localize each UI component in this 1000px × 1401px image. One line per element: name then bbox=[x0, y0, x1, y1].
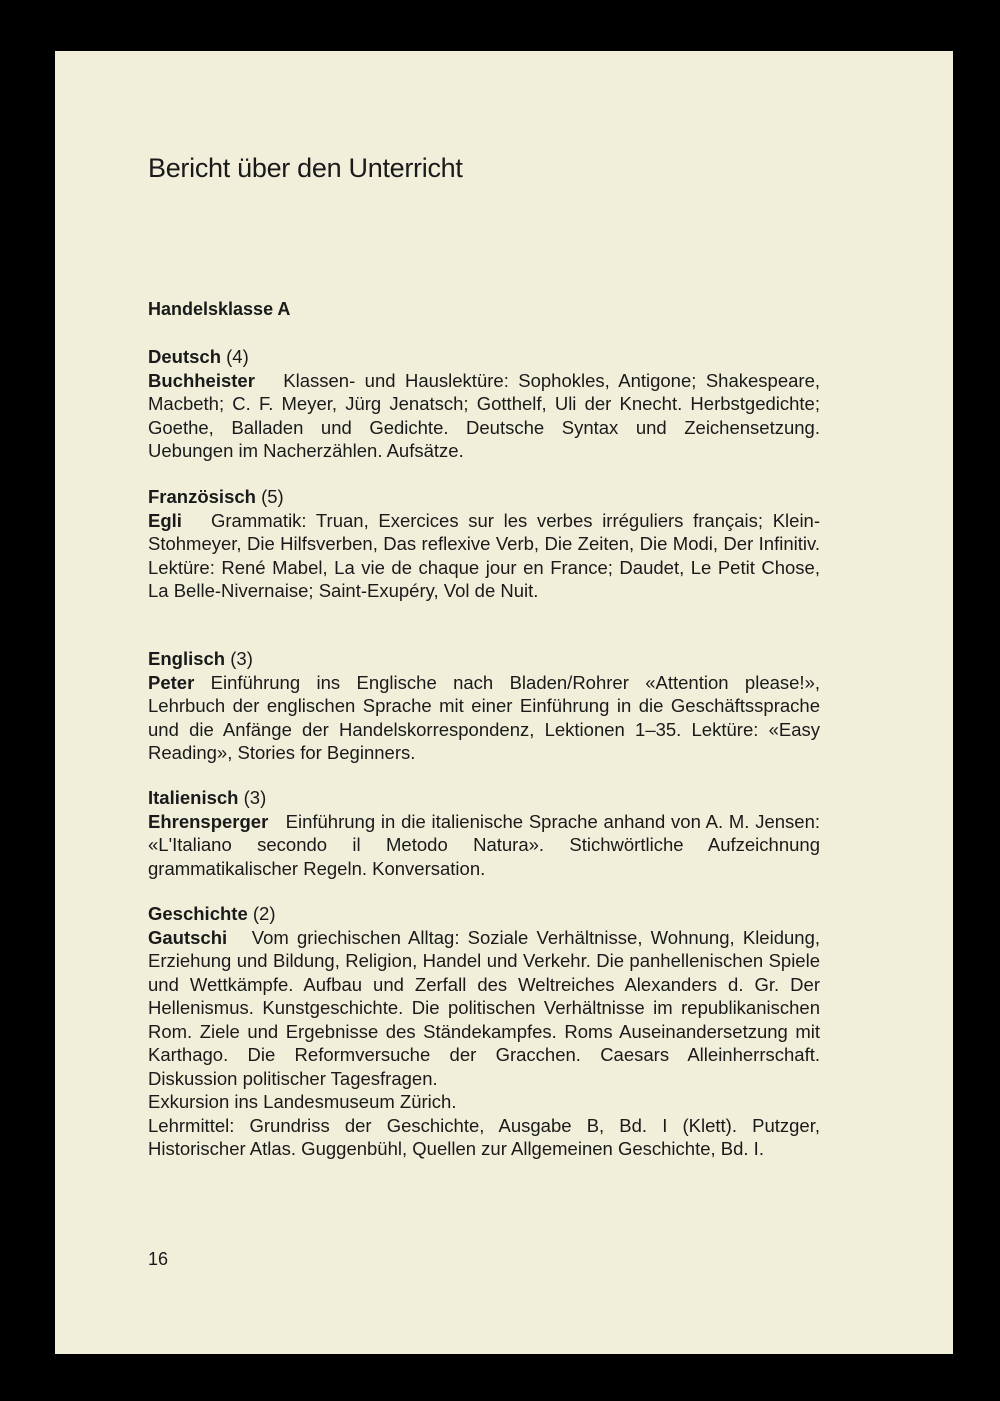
teacher-name: Gautschi bbox=[148, 926, 228, 948]
course-description: Einführung ins Englische nach Bladen/Rohrer «Attention please!», Lehrbuch der englischen Sprache mit einer Einführung in die Geschäftssprache und die Anfänge der Handelskorrespondenz, Lektionen 1–35. Lektüre: «Easy Reading», Stories for Beginners. bbox=[148, 671, 821, 763]
subject-name: Italienisch bbox=[148, 787, 239, 808]
subject-line bbox=[148, 345, 820, 369]
section-italienisch bbox=[148, 786, 820, 880]
teaching-materials: Lehrmittel: Grundriss der Geschichte, Ausgabe B, Bd. I (Klett). Putzger, Historischer Atlas. Guggenbühl, Quellen zur Allgemeinen Geschichte, Bd. I. bbox=[148, 1114, 820, 1159]
teacher-name: Peter bbox=[148, 671, 195, 693]
teacher-name: Egli bbox=[148, 509, 182, 531]
subject-line bbox=[148, 786, 820, 810]
course-description: Vom griechischen Alltag: Soziale Verhältnisse, Wohnung, Kleidung, Erziehung und Bildung, Religion, Handel und Verkehr. Die panhellenischen Spiele und Wettkämpfe. Aufbau und Zerfall des Weltreiches Alexanders d. Gr. Der Hellenismus. Kunstgeschichte. Die politischen Verhältnisse im republikanischen Rom. Ziele und Ergebnisse des Ständekampfes. Roms Auseinandersetzung mit Karthago. Die Reformversuche der Gracchen. Caesars Alleinherrschaft. Diskussion politischer Tagesfragen. bbox=[148, 926, 820, 1089]
section-body bbox=[148, 671, 820, 765]
course-description: Grammatik: Truan, Exercices sur les verbes irréguliers français; Klein-Stohmeyer, Die Hilfsverben, Das reflexive Verb, Die Zeiten, Die Modi, Der Infinitiv. Lektüre: René Mabel, La vie de chaque jour en France; Daudet, Le Petit Chose, La Belle-Nivernaise; Saint-Exupéry, Vol de Nuit. bbox=[148, 509, 820, 601]
section-body bbox=[148, 926, 820, 1091]
subject-name: Deutsch bbox=[148, 346, 221, 367]
subject-name: Englisch bbox=[148, 648, 226, 669]
subject-hours: (4) bbox=[226, 346, 249, 367]
course-description: Einführung in die italienische Sprache anhand von A. M. Jensen: «L'Italiano secondo il Metodo Natura». Stichwörtliche Aufzeichnung grammatikalischer Regeln. Konversation. bbox=[148, 810, 821, 879]
subject-hours: (3) bbox=[230, 648, 253, 669]
teacher-name: Ehrensperger bbox=[148, 810, 269, 832]
course-description: Klassen- und Hauslektüre: Sophokles, Antigone; Shakespeare, Macbeth; C. F. Meyer, Jürg Jenatsch; Gotthelf, Uli der Knecht. Herbstgedichte; Goethe, Balladen und Gedichte. Deutsche Syntax und Zeichensetzung. Uebungen im Nacherzählen. Aufsätze. bbox=[148, 369, 820, 461]
section-body bbox=[148, 369, 820, 463]
page-number: 16 bbox=[148, 1249, 169, 1269]
subject-name: Französisch bbox=[148, 486, 256, 507]
excursion-note: Exkursion ins Landesmuseum Zürich. bbox=[148, 1091, 457, 1112]
section-body bbox=[148, 810, 820, 881]
subject-name: Geschichte bbox=[148, 903, 248, 924]
subject-hours: (5) bbox=[261, 486, 284, 507]
teacher-name: Buchheister bbox=[148, 369, 255, 391]
section-franzoesisch bbox=[148, 485, 820, 603]
subject-hours: (2) bbox=[252, 903, 276, 924]
section-deutsch bbox=[148, 345, 820, 463]
section-body bbox=[148, 509, 820, 603]
subject-hours: (3) bbox=[243, 787, 267, 808]
page-title: Bericht über den Unterricht bbox=[148, 153, 463, 183]
subject-line bbox=[148, 485, 820, 509]
section-englisch bbox=[148, 647, 820, 765]
section-geschichte bbox=[148, 902, 820, 1161]
subject-line bbox=[148, 902, 820, 926]
class-heading: Handelsklasse A bbox=[148, 299, 291, 319]
subject-line bbox=[148, 647, 820, 671]
